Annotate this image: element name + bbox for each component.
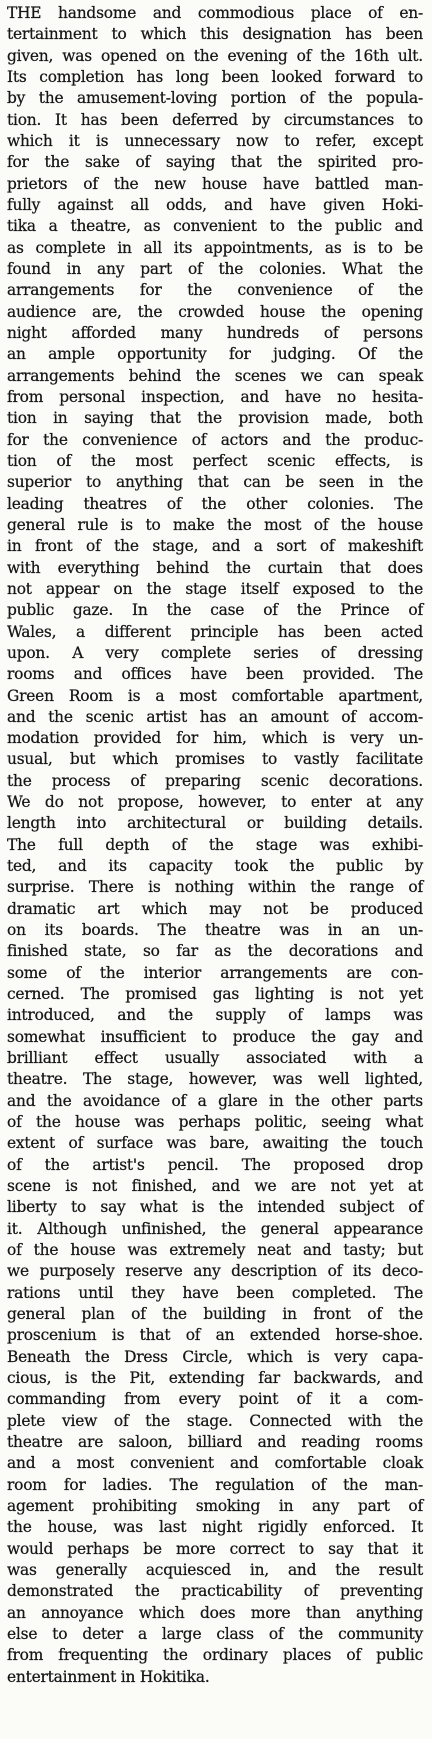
article-line: extent of surface was bare, awaiting the touch: [7, 1134, 423, 1153]
article-line: the process of preparing scenic decorations.: [7, 771, 423, 790]
article-line: audience are, the crowded house the opening: [7, 302, 423, 321]
article-line: an annoyance which does more than anything: [7, 1603, 423, 1622]
article-line: dramatic art which may not be produced: [7, 899, 423, 918]
article-line: cerned. The promised gas lighting is not yet: [7, 985, 423, 1004]
article-line: of the artist's pencil. The proposed drop: [7, 1155, 423, 1174]
article-line: fully against all odds, and have given Hoki-: [7, 195, 423, 214]
article-line: superior to anything that can be seen in the: [7, 473, 423, 492]
article-line: by the amusement-loving portion of the popula-: [7, 89, 423, 108]
article-line: leading theatres of the other colonies. The: [7, 494, 423, 513]
article-line: as complete in all its appointments, as is to be: [7, 238, 423, 257]
article-line: from personal inspection, and have no hesita-: [7, 387, 423, 406]
article-line: rations until they have been completed. The: [7, 1283, 423, 1302]
article-line: usual, but which promises to vastly facilitate: [7, 750, 423, 769]
article-line: Its completion has long been looked forward to: [7, 67, 423, 86]
article-line: We do not propose, however, to enter at any: [7, 793, 423, 812]
article-line: night afforded many hundreds of persons: [7, 323, 423, 342]
article-line: proscenium is that of an extended horse-shoe.: [7, 1326, 423, 1345]
article-line: tion. It has been deferred by circumstances to: [7, 110, 423, 129]
article-line: would perhaps be more correct to say that it: [7, 1539, 423, 1558]
article-line: and the avoidance of a glare in the other parts: [7, 1091, 423, 1110]
article-line: finished state, so far as the decorations and: [7, 942, 423, 961]
article-line: THE handsome and commodious place of en-: [7, 4, 423, 22]
article-line: general rule is to make the most of the house: [7, 515, 423, 534]
article-line: theatre are saloon, billiard and reading rooms: [7, 1432, 423, 1451]
article-line: The full depth of the stage was exhibi-: [7, 835, 423, 854]
article-line: public gaze. In the case of the Prince of: [7, 601, 423, 620]
article-line: and the scenic artist has an amount of accom-: [7, 707, 423, 726]
article-line: tion in saying that the provision made, both: [7, 409, 423, 428]
article-line: theatre. The stage, however, was well lighted,: [7, 1070, 423, 1089]
article-line: rooms and offices have been provided. The: [7, 665, 423, 684]
article-line: tika a theatre, as convenient to the public and: [7, 217, 423, 236]
article-line: prietors of the new house have battled man-: [7, 174, 423, 193]
article-body: [7, 3, 423, 1688]
article-line: introduced, and the supply of lamps was: [7, 1006, 423, 1025]
article-line: it. Although unfinished, the general appearance: [7, 1219, 423, 1238]
article-line: Wales, a different principle has been acted: [7, 622, 423, 641]
article-line: cious, is the Pit, extending far backwards, and: [7, 1369, 423, 1387]
article-line: scene is not finished, and we are not yet at: [7, 1177, 423, 1196]
article-line: ted, and its capacity took the public by: [7, 857, 423, 876]
article-line: room for ladies. The regulation of the man-: [7, 1475, 423, 1494]
article-line: the house, was last night rigidly enforced. It: [7, 1518, 423, 1537]
article-line: liberty to say what is the intended subject of: [7, 1198, 423, 1217]
article-line: Green Room is a most comfortable apartment,: [7, 686, 423, 705]
article-line: surprise. There is nothing within the range of: [7, 878, 423, 897]
article-line: and a most convenient and comfortable cloak: [7, 1454, 423, 1473]
article-line: of the house was extremely neat and tasty; but: [7, 1241, 423, 1260]
article-line: demonstrated the practicability of preventing: [7, 1582, 423, 1601]
article-line: somewhat insufficient to produce the gay and: [7, 1027, 423, 1046]
article-line: length into architectural or building details.: [7, 814, 423, 833]
article-line: found in any part of the colonies. What the: [7, 259, 423, 278]
article-line: tion of the most perfect scenic effects, is: [7, 451, 423, 470]
article-line: was generally acquiesced in, and the result: [7, 1560, 423, 1579]
article-line: with everything behind the curtain that does: [7, 558, 423, 577]
article-line: entertainment in Hokitika.: [7, 1667, 210, 1686]
article-line: else to deter a large class of the community: [7, 1624, 423, 1643]
article-line: on its boards. The theatre was in an un-: [7, 921, 423, 940]
article-line: arrangements for the convenience of the: [7, 281, 423, 300]
article-line: upon. A very complete series of dressing: [7, 643, 423, 662]
article-line: modation provided for him, which is very un-: [7, 729, 423, 748]
article-line: we purposely reserve any description of its deco-: [7, 1262, 423, 1281]
article-line: plete view of the stage. Connected with the: [7, 1411, 423, 1430]
article-line: in front of the stage, and a sort of makeshift: [7, 537, 423, 556]
article-line: Beneath the Dress Circle, which is very capa-: [7, 1347, 423, 1366]
article-line: tertainment to which this designation has been: [7, 25, 423, 44]
article-line: agement prohibiting smoking in any part of: [7, 1496, 423, 1515]
article-line: for the convenience of actors and the produc-: [7, 430, 423, 449]
article-line: of the house was perhaps politic, seeing what: [7, 1113, 423, 1132]
article-line: an ample opportunity for judging. Of the: [7, 345, 423, 364]
article-line: given, was opened on the evening of the 16th ult.: [7, 46, 423, 65]
article-line: not appear on the stage itself exposed to the: [7, 579, 423, 598]
article-line: general plan of the building in front of the: [7, 1305, 423, 1324]
article-line: which it is unnecessary now to refer, except: [7, 131, 423, 150]
article-line: some of the interior arrangements are con-: [7, 963, 423, 982]
article-line: brilliant effect usually associated with a: [7, 1049, 423, 1068]
article-line: arrangements behind the scenes we can speak: [7, 366, 423, 385]
article-line: from frequenting the ordinary places of public: [7, 1646, 423, 1665]
article-line: commanding from every point of it a com-: [7, 1390, 423, 1409]
article-line: for the sake of saying that the spirited pro-: [7, 153, 423, 172]
